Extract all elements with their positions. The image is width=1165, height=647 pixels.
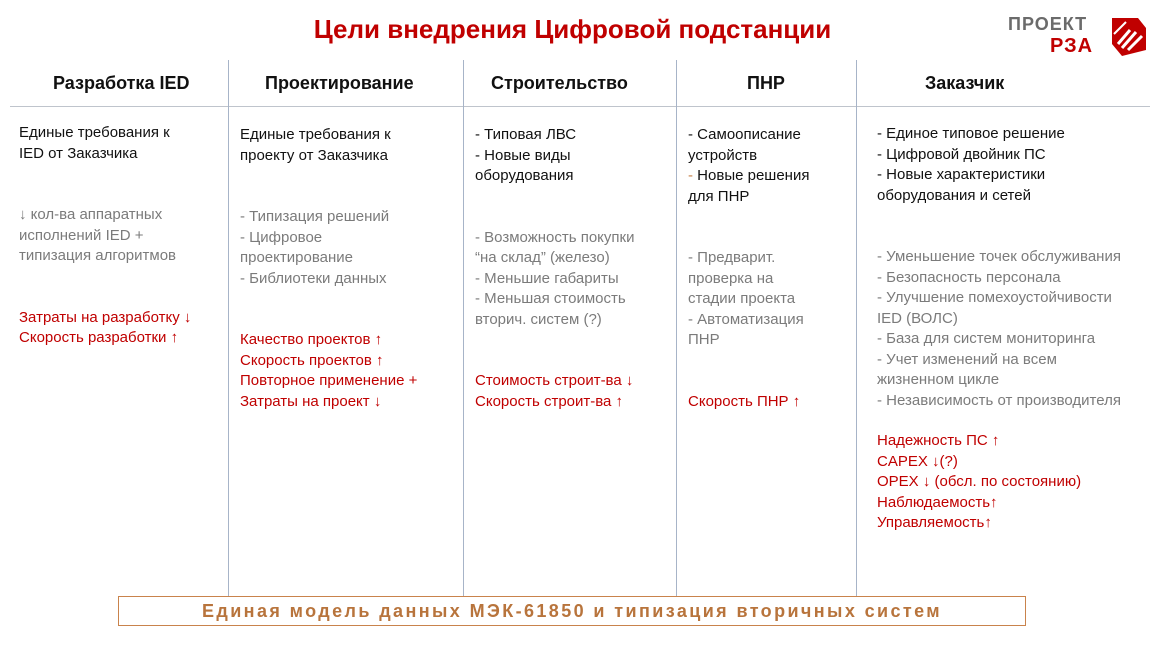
goal-line: Единые требования к (19, 124, 170, 141)
effect-line: CAPEX ↓(?) (877, 452, 958, 470)
benefit-line: жизненном цикле (877, 371, 1000, 388)
effect-line: Надежность ПС ↑ (877, 432, 1000, 449)
benefit-line: IED (ВОЛС) (877, 309, 958, 327)
logo-text-bottom: РЗА (1050, 35, 1094, 57)
benefit-line: - Учет изменений на всем (877, 350, 1057, 368)
column-header-commissioning: ПНР (747, 73, 785, 93)
benefit-line: ПНР (688, 331, 720, 348)
effect-line: Наблюдаемость↑ (877, 493, 998, 511)
effect-line: Управляемость↑ (877, 514, 992, 531)
goal-line: для ПНР (688, 187, 750, 205)
benefit-line: - Предварит. (688, 249, 776, 266)
benefit-line: - Автоматизация (688, 310, 804, 328)
benefit-line: - Уменьшение точек обслуживания (877, 248, 1121, 265)
effect-line: Скорость строит-ва ↑ (475, 392, 624, 410)
benefit-line: - Улучшение помехоустойчивости (877, 289, 1112, 306)
column-divider (463, 60, 464, 596)
effect-line: Затраты на разработку ↓ (19, 308, 192, 326)
column-header-customer: Заказчик (925, 73, 1005, 93)
goal-line: оборудования и сетей (877, 186, 1031, 204)
benefit-line: - Библиотеки данных (240, 269, 387, 287)
goal-line: проекту от Заказчика (240, 146, 388, 164)
effect-line: Качество проектов ↑ (240, 331, 383, 348)
benefit-line: вторич. систем (?) (475, 310, 602, 328)
benefit-line: - Типизация решений (240, 208, 390, 225)
goal-line: Единые требования к (240, 126, 391, 143)
footer-banner: Единая модель данных МЭК-61850 и типизация вторичных систем (118, 596, 1026, 626)
benefit-line: - Меньшие габариты (475, 269, 619, 287)
column-divider (228, 60, 229, 596)
benefit-line: - Цифровое (240, 228, 323, 246)
effect-line: Затраты на проект ↓ (240, 392, 382, 410)
benefit-line: проверка на (688, 269, 774, 287)
goal-line: - Типовая ЛВС (475, 126, 577, 143)
benefit-line: - Возможность покупки (475, 228, 635, 246)
column-divider (856, 60, 857, 596)
benefit-line: проектирование (240, 249, 353, 266)
column-customer (877, 124, 1121, 534)
logo-text-top: ПРОЕКТ (1008, 14, 1088, 34)
effect-line: Стоимость строит-ва ↓ (475, 372, 634, 389)
column-construction (475, 125, 634, 412)
goal-text: Новые решения (697, 167, 810, 184)
goal-line: - Единое типовое решение (877, 125, 1065, 142)
company-logo (1008, 14, 1148, 60)
effect-line: Скорость проектов ↑ (240, 351, 384, 369)
column-header-ied: Разработка IED (53, 73, 190, 93)
column-divider (676, 60, 677, 596)
column-commissioning (688, 125, 809, 412)
benefit-line: “на склад” (железо) (475, 249, 610, 266)
column-header-design: Проектирование (265, 73, 414, 93)
benefit-line: стадии проекта (688, 290, 796, 307)
goal-line: устройств (688, 146, 758, 164)
goal-line: IED от Заказчика (19, 144, 138, 162)
page-title: Цели внедрения Цифровой подстанции (313, 14, 832, 44)
goal-line: - Цифровой двойник ПС (877, 145, 1046, 163)
goal-line: - Самоописание (688, 126, 801, 143)
benefit-line: типизация алгоритмов (19, 247, 177, 264)
benefit-line: - Независимость от производителя (877, 391, 1121, 409)
column-header-construction: Строительство (491, 73, 628, 93)
goal-line: - Новые виды (475, 146, 571, 164)
effect-line: OPEX ↓ (обсл. по состоянию) (877, 473, 1082, 490)
effect-line: Скорость разработки ↑ (19, 329, 179, 346)
header-divider (10, 106, 1150, 107)
column-ied (19, 123, 191, 349)
effect-line: Повторное применение + (240, 372, 418, 389)
goal-dash: - (688, 167, 698, 184)
benefit-line: - Безопасность персонала (877, 268, 1061, 286)
benefit-line: - База для систем мониторинга (877, 330, 1096, 347)
logo-mark-icon (1108, 14, 1148, 58)
goal-line: оборудования (475, 167, 574, 184)
benefit-line: исполнений IED + (19, 226, 144, 244)
goal-line (688, 166, 809, 187)
effect-line: Скорость ПНР ↑ (688, 392, 801, 410)
goal-line: - Новые характеристики (877, 166, 1046, 183)
benefit-line: - Меньшая стоимость (475, 290, 626, 307)
column-design (240, 125, 417, 412)
benefit-line: ↓ кол-ва аппаратных (19, 206, 163, 223)
